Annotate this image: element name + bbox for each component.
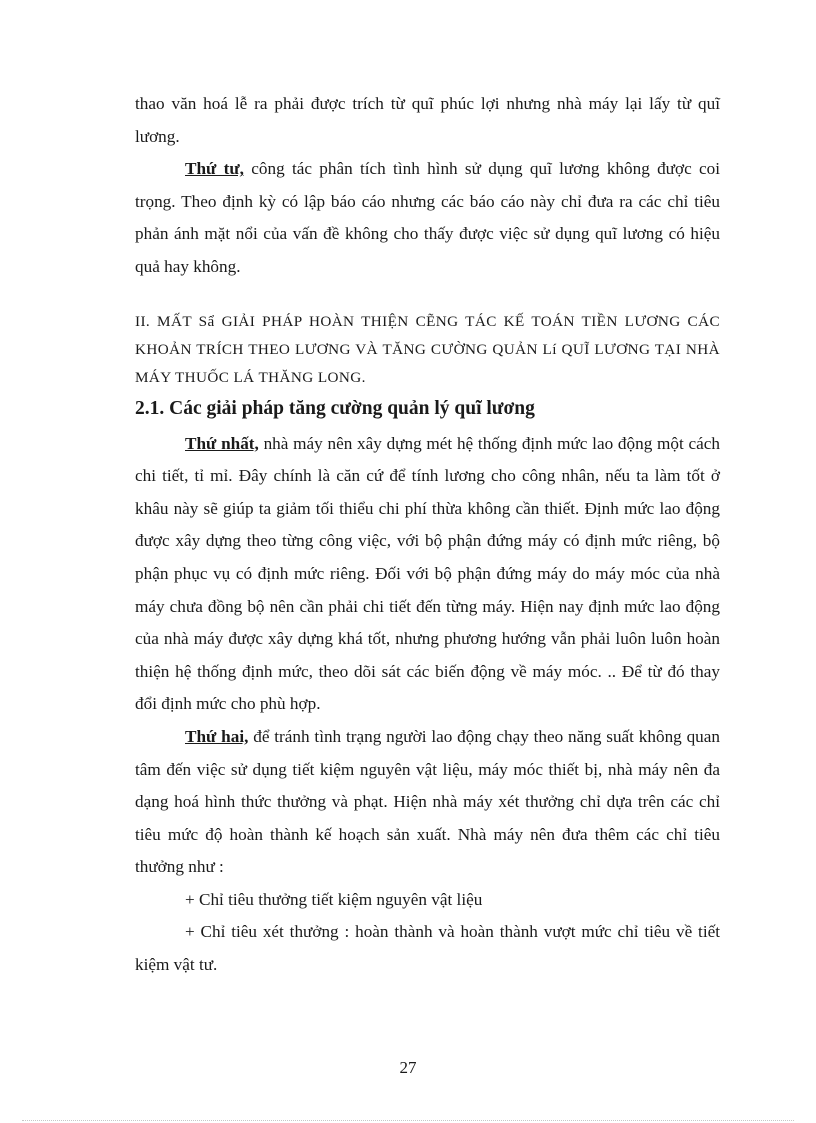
paragraph-first-solution — [135, 428, 720, 721]
paragraph-text: công tác phân tích tình hình sử dụng quĩ lương không được coi trọng. Theo định kỳ có lập báo cáo nhưng các báo cáo này chỉ đưa ra các chỉ tiêu phản ánh mặt nổi của vấn đề không cho thấy được việc sử dụng quĩ lương có hiệu quả hay không. — [135, 159, 720, 276]
list-item: + Chỉ tiêu xét thưởng : hoàn thành và hoàn thành vượt mức chỉ tiêu về tiết kiệm vật tư. — [135, 922, 720, 975]
paragraph-second-solution — [135, 721, 720, 884]
paragraph-text: nhà máy nên xây dựng mét hệ thống định mức lao động một cách chi tiết, tỉ mỉ. Đây chính là căn cứ để tính lương cho công nhân, nếu ta làm tốt ở khâu này sẽ giúp ta giảm tối thiểu chi phí thừa không cần thiết. Định mức lao động được xây dựng theo từng công việc, với bộ phận đứng máy có định mức riêng, bộ phận phục vụ có định mức riêng. Đối với bộ phận đứng máy do máy móc của nhà máy chưa đồng bộ nên cần phải chi tiết đến từng máy. Hiện nay định mức lao động của nhà máy được xây dựng khá tốt, nhưng phương hướng vẫn phải luôn luôn hoàn thiện hệ thống định mức, theo dõi sát các biến động về máy móc. .. Để từ đó thay đổi định mức cho phù hợp. — [135, 433, 720, 714]
paragraph-lead: Thứ nhất, — [185, 433, 259, 453]
section-heading: II. MẤT Sẩ GIẢI PHÁP HOÀN THIỆN CẼNG TÁC KẾ TOÁN TIỀN LƯƠNG CÁC KHOẢN TRÍCH THEO LƯƠNG VÀ TĂNG CƯỜNG QUẢN Lí QUĨ LƯƠNG TẠI NHÀ MÁY THUỐC LÁ THĂNG LONG. — [135, 312, 720, 386]
page-number: 27 — [399, 1058, 417, 1077]
footer-divider — [22, 1120, 794, 1121]
paragraph-fourth-point — [135, 153, 720, 283]
paragraph-text: để tránh tình trạng người lao động chạy theo năng suất không quan tâm đến việc sử dụng tiết kiệm nguyên vật liệu, máy móc thiết bị, nhà máy nên đa dạng hoá hình thức thưởng và phạt. Hiện nhà máy xét thưởng chỉ dựa trên các chỉ tiêu mức độ hoàn thành kế hoạch sản xuất. Nhà máy nên đưa thêm các chỉ tiêu thưởng như : — [135, 726, 720, 877]
paragraph-lead: Thứ tư, — [185, 159, 244, 179]
paragraph-continuation: thao văn hoá lễ ra phải được trích từ quĩ phúc lợi nhưng nhà máy lại lấy từ quĩ lương. — [135, 94, 720, 146]
paragraph-lead: Thứ hai, — [185, 726, 249, 746]
subsection-heading: 2.1. Các giải pháp tăng cường quản lý quĩ lương — [135, 397, 535, 419]
page-body — [135, 88, 720, 982]
list-item: + Chỉ tiêu thưởng tiết kiệm nguyên vật liệu — [185, 889, 483, 909]
